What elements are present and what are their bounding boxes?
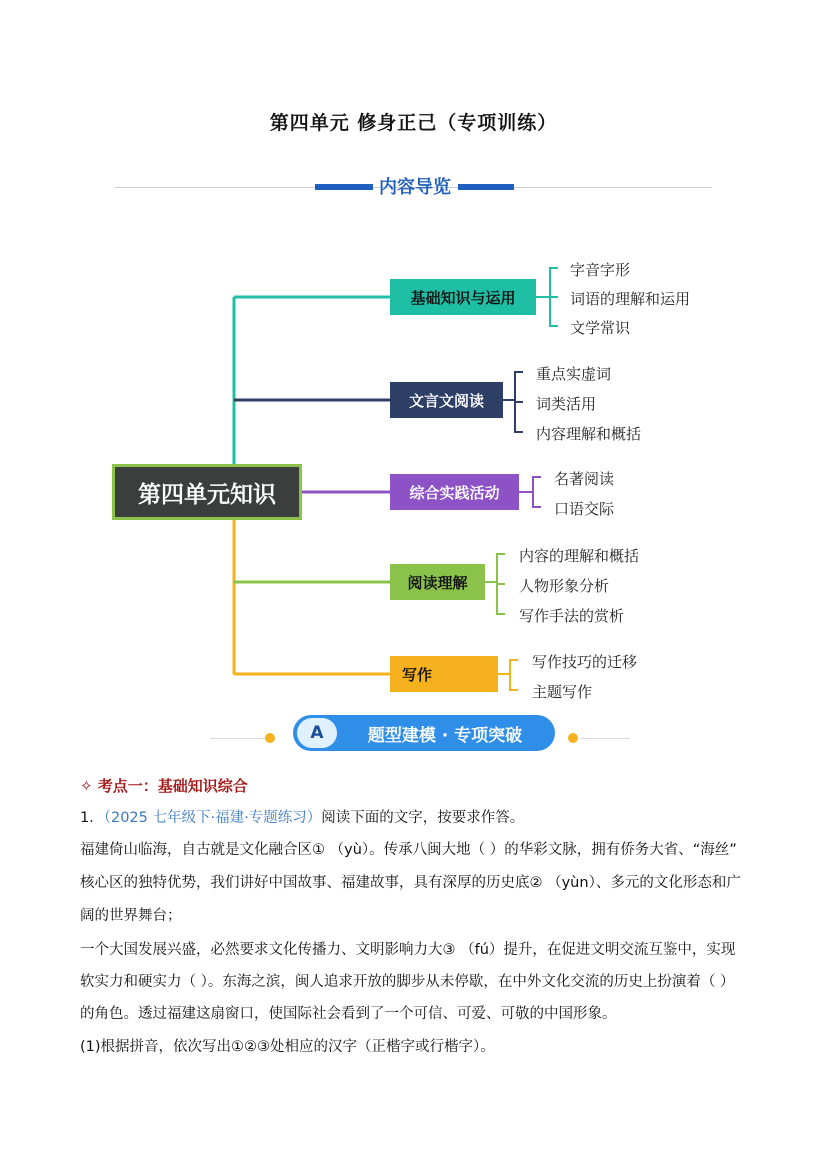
banner-dot-left (265, 733, 275, 743)
question-instruction: 阅读下面的文字，按要求作答。 (321, 810, 525, 826)
banner-line-left (210, 738, 270, 739)
section-heading: ✧ 考点一：基础知识综合 (80, 777, 248, 795)
mindmap-leaf: 主题写作 (532, 683, 593, 701)
banner-line-right (580, 738, 630, 739)
passage-line: 阔的世界舞台； (80, 908, 182, 924)
mindmap-leaf: 口语交际 (554, 500, 615, 518)
section-banner (293, 715, 555, 751)
mindmap-leaf: 重点实虚词 (536, 365, 612, 383)
mindmap-leaf: 人物形象分析 (519, 577, 610, 595)
page-title: 第四单元 修身正己（专项训练） (269, 112, 558, 134)
mindmap-leaf: 名著阅读 (554, 470, 615, 488)
banner-text: 题型建模 · 专项突破 (367, 725, 523, 746)
mindmap-leaf: 内容的理解和概括 (519, 547, 640, 565)
mindmap-branch-2: 文言文阅读 (390, 382, 503, 418)
subquestion-1: (1)根据拼音，依次写出①②③处相应的汉字（正楷字或行楷字）。 (80, 1039, 495, 1055)
mindmap-leaf: 字音字形 (570, 261, 631, 279)
mindmap-leaf: 写作手法的赏析 (519, 607, 625, 625)
passage-line: 核心区的独特优势，我们讲好中国故事、福建故事，具有深厚的历史底② （yùn）、多元的文化形态和广 (80, 875, 741, 891)
banner-badge: A (297, 718, 337, 748)
nav-title: 内容导览 (379, 177, 451, 198)
question-header (80, 806, 524, 827)
passage-line: 的角色。透过福建这扇窗口，使国际社会看到了一个可信、可爱、可敬的中国形象。 (80, 1006, 617, 1022)
passage-line: 福建倚山临海，自古就是文化融合区① （yù）。传承八闽大地（ ）的华彩文脉，拥有侨务大省、“海丝” (80, 842, 737, 858)
question-number: 1． (80, 810, 104, 826)
passage-line: 一个大国发展兴盛，必然要求文化传播力、文明影响力大③ （fú）提升，在促进文明交流互鉴中，实现 (80, 942, 736, 958)
mindmap-branch-3: 综合实践活动 (390, 474, 519, 510)
passage-line: 软实力和硬实力（ ）。东海之滨，闽人追求开放的脚步从未停歇，在中外文化交流的历史上扮演着（ ） (80, 974, 735, 990)
mindmap-branch-1: 基础知识与运用 (390, 279, 536, 315)
mindmap-leaf: 内容理解和概括 (536, 425, 642, 443)
question-source: （2025 七年级下·福建·专题练习） (103, 810, 322, 826)
mindmap-leaf: 写作技巧的迁移 (532, 653, 638, 671)
mindmap-branch-5: 写作 (390, 656, 498, 692)
mindmap-leaf: 词类活用 (536, 395, 597, 413)
banner-dot-right (568, 733, 578, 743)
mindmap-leaf: 文学常识 (570, 319, 631, 337)
mindmap-leaf: 词语的理解和运用 (570, 290, 691, 308)
mindmap-root: 第四单元知识 (112, 464, 302, 520)
mindmap-branch-4: 阅读理解 (390, 564, 485, 600)
